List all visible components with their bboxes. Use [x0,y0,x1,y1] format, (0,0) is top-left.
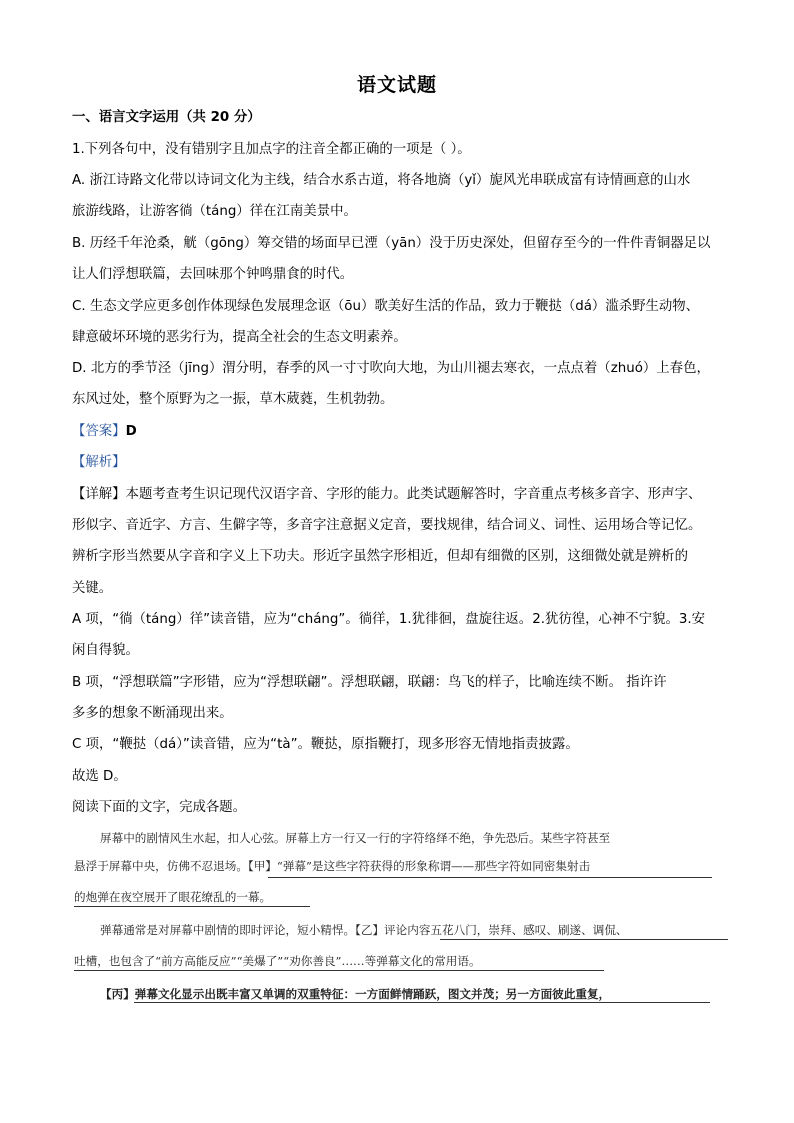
detail-line-11: 阅读下面的文字，完成各题。 [72,800,247,815]
option-a-line-1: A. 浙江诗路文化带以诗词文化为主线，结合水系古道，将各地旖（yǐ）旎风光串联成富有诗情画意的山水 [72,173,691,188]
detail-line-6: 闲自得貌。 [72,643,139,658]
passage-line-3: 的炮弹在夜空展开了眼花缭乱的一幕。 [74,890,272,904]
section-heading: 一、语言文字运用（共 20 分） [72,110,261,125]
answer-value: D [125,424,137,439]
detail-line-2: 形似字、音近字、方言、生僻字等，多音字注意据义定音，要找规律，结合词义、词性、运用场合等记忆。 [72,518,702,533]
detail-line-4: 关键。 [72,581,113,596]
detail-line-5: A 项，“徜（táng）徉”读音错，应为“cháng”。徜徉，1.犹徘徊，盘旋往返。2.犹彷徨，心神不宁貌。3.安 [72,612,706,627]
answer-label: 【答案】 [72,424,126,439]
answer-line [72,422,137,442]
option-c-line-2: 肆意破坏环境的恶劣行为，提高全社会的生态文明素养。 [72,330,407,345]
passage-line-2: 悬浮于屏幕中央，仿佛不忍退场。【甲】“弹幕”是这些字符获得的形象称谓——那些字符如同密集射击 [74,859,591,873]
detail-line-1: 【详解】本题考查考生识记现代汉语字音、字形的能力。此类试题解答时，字音重点考核多音字、形声字、 [72,487,702,502]
detail-line-9: C 项，“鞭挞（dá）”读音错，应为“tà”。鞭挞，原指鞭打，现多形容无情地指责披露。 [72,737,579,752]
option-d-line-2: 东风过处，整个原野为之一振，草木葳蕤，生机勃勃。 [72,392,394,407]
passage-line-5: 吐槽，也包含了“前方高能反应”“美爆了”“劝你善良”……等弹幕文化的常用语。 [74,954,481,968]
detail-line-7: B 项，“浮想联篇”字形错，应为“浮想联翩”。浮想联翩，联翩：鸟飞的样子，比喻连续不断。 指许许 [72,675,667,690]
detail-line-3: 辨析字形当然要从字音和字义上下功夫。形近字虽然字形相近，但却有细微的区别，这细微处就是辨析的 [72,549,688,564]
option-b-line-2: 让人们浮想联篇，去回味那个钟鸣鼎食的时代。 [72,267,354,282]
underline [74,970,604,971]
option-c-line-1: C. 生态文学应更多创作体现绿色发展理念讴（ōu）歌美好生活的作品，致力于鞭挞（dá）滥杀野生动物、 [72,299,700,314]
detail-line-10: 故选 D。 [72,769,127,784]
underline [268,877,712,878]
underline [134,1002,710,1003]
analysis-label: 【解析】 [72,455,126,470]
option-d-line-1: D. 北方的季节泾（jīng）渭分明，春季的风一寸寸吹向大地，为山川褪去寒衣，一点点着（zhuó）上春色， [72,361,710,376]
underline [440,939,728,940]
option-b-line-1: B. 历经千年沧桑，觥（gōng）筹交错的场面早已湮（yān）没于历史深处，但留存至今的一件件青铜器足以 [72,236,711,251]
passage-line-1: 屏幕中的剧情风生水起，扣人心弦。屏幕上方一行又一行的字符络绎不绝，争先恐后。某些字符甚至 [100,831,611,845]
question-stem: 1.下列各句中，没有错别字且加点字的注音全都正确的一项是（ ）。 [72,142,471,157]
underline [74,906,310,907]
passage-line-4: 弹幕通常是对屏幕中剧情的即时评论，短小精悍。【乙】评论内容五花八门，崇拜、感叹、刷遂、调侃、 [100,923,628,937]
page-title: 语文试题 [356,74,437,96]
passage-line-6: 【丙】弹幕文化显示出既丰富又单调的双重特征：一方面鲜情踊跃，图文并茂；另一方面彼此重复， [100,987,611,1001]
detail-line-8: 多多的想象不断涌现出来。 [72,706,233,721]
option-a-line-2: 旅游线路，让游客徜（táng）徉在江南美景中。 [72,204,357,219]
